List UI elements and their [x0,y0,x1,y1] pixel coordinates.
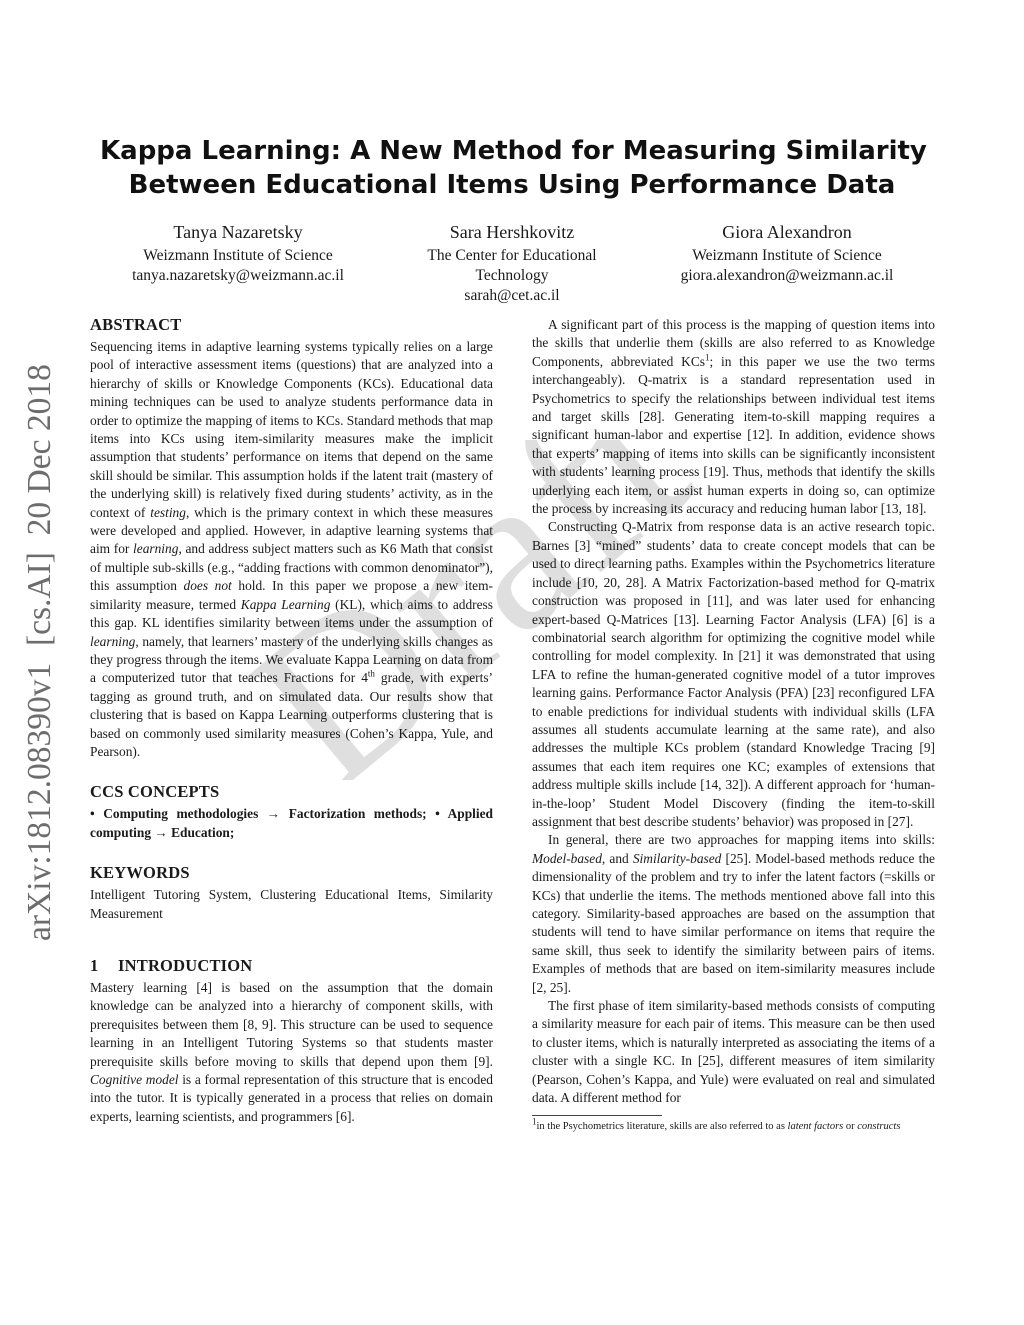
abstract-heading: ABSTRACT [90,315,182,334]
author-email: giora.alexandron@weizmann.ac.il [680,267,894,284]
ccs-concepts-text: • Computing methodologies → Factorization methods; • Applied computing → Education; [90,806,493,840]
author-email: tanya.nazaretsky@weizmann.ac.il [132,267,344,284]
keywords-heading: KEYWORDS [90,863,190,883]
author-affiliation: Weizmann Institute of Science [143,247,333,264]
paper-title [100,134,927,202]
author-name: Sara Hershkovitz [449,222,575,242]
author-affiliation-line-2: Technology [475,267,549,284]
left-column [90,314,493,1126]
right-column [532,316,935,1134]
author-block-3 [637,220,937,286]
footnote-divider [532,1115,662,1116]
footnote-marker: 1 [704,352,710,363]
title-line-1: Kappa Learning: A New Method for Measuring Similarity [100,136,927,166]
author-name: Tanya Nazaretsky [173,222,303,242]
author-email: sarah@cet.ac.il [464,287,560,304]
author-block-2 [362,220,662,306]
footnote: $^1$in the Psychometrics literature, skills are also referred to as latent factors or constructs [532,1116,901,1133]
author-name: Giora Alexandron [722,222,852,242]
arxiv-identifier-stamp [14,355,62,945]
introduction-paragraph: Mastery learning [4] is based on the assumption that the domain knowledge can be analyzed into a hierarchy of component skills, with prerequisites between them [8, 9]. This structure can be used to sequence learning in an Intelligent Tutoring Systems so that students master prerequisite skills before moving to skills that depend upon them [9]. Cognitive model is a formal representation of this structure that is encoded into the tutor. It is typically generated in a process that relies on domain experts, learning scientists, and programmers [6]. [90,979,493,1124]
ccs-concepts-heading: CCS CONCEPTS [90,782,220,802]
body-paragraph: A significant part of this process is the mapping of question items into the skills that underlie them (skills are also referred to as Knowledge Components, abbreviated KCs$^1$; in this paper we use the two terms interchangeably). Q-matrix is a standard representation used in Psychometrics to specify the relationships between individual test items and target skills [28]. Generating item-to-skill mapping requires a significant human-labor and expertise [12]. In addition, evidence shows that experts’ mapping of items into skills can be significantly inconsistent with students’ learning process [19]. Thus, methods that identify the skills underlying each item, or assist human experts in doing so, can optimize the process by increasing its accuracy and reducing human labor [13, 18]. [532,317,935,517]
author-affiliation: The Center for Educational [427,247,597,264]
author-affiliation: Weizmann Institute of Science [692,247,882,264]
section-number: 1 [90,955,99,975]
arxiv-identifier-text: arXiv:1812.08390v1 [cs.AI] 20 Dec 2018 [21,364,58,941]
title-line-2: Between Educational Items Using Performance Data [128,170,896,200]
author-block-1 [88,220,388,286]
body-paragraph: Constructing Q-Matrix from response data is an active research topic. Barnes [3] “mined” students’ data to create concept models that can be used to direct learning paths. Examples within the Psychometrics literature include [10, 20, 28]. A Matrix Factorization-based method for Q-matrix construction was proposed in [11], and was later used for enhancing expert-based Q-Matrices [13]. Learning Factor Analysis (LFA) [6] is a combinatorial search algorithm for optimizing the cognitive model while controlling for model complexity. In [21] it was demonstrated that using LFA to refine the human-generated cognitive model of a tutor improves learning gains. Performance Factor Analysis (PFA) [23] reconfigured LFA to enable predictions for individual students with individual skills (LFA assumes all students accumulate learning at the same rate), and also addresses the multiple KCs problem (standard Knowledge Tracing [9] assumes that each item requires one KC; examples of extensions that address multiple skills include [14, 32]). A different approach for ‘human-in-the-loop’ Student Model Discovery (finding the item-to-skill assignment that best describe students’ behavior) was proposed in [27]. [532,519,935,829]
section-title: INTRODUCTION [118,955,253,975]
keywords-text: Intelligent Tutoring System, Clustering Educational Items, Similarity Measurement [90,887,493,921]
body-paragraph: The first phase of item similarity-based methods consists of computing a similarity measure for each pair of items. This measure can be then used to cluster items, which is naturally interpreted as associating the items of a cluster with a single KC. In [25], different measures of item similarity (Pearson, Cohen’s Kappa, and Yule) were evaluated on real and simulated data. A different method for [532,998,935,1106]
introduction-heading [90,955,493,977]
abstract-text: Sequencing items in adaptive learning systems typically relies on a large pool of interactive assessment items (questions) that are analyzed into a hierarchy of skills or Knowledge Components (KCs). Educational data mining techniques can be used to analyze students performance data in order to optimize the mapping of items to KCs. Standard methods that map items into KCs using item-similarity measures make the implicit assumption that students’ performance on items that depend on the same skill should be similar. This assumption holds if the latent trait (mastery of the underlying skill) is relatively fixed during students’ activity, as in the context of testing, which is the primary context in which these measures were developed and applied. However, in adaptive learning systems that aim for learning, and address subject matters such as K6 Math that consist of multiple sub-skills (e.g., “adding fractions with common denominator”), this assumption does not hold. In this paper we propose a new item-similarity measure, termed Kappa Learning (KL), which aims to address this gap. KL identifies similarity between items under the assumption of learning, namely, that learners’ mastery of the underlying skills changes as they progress through the items. We evaluate Kappa Learning on data from a computerized tutor that teaches Fractions for 4th grade, with experts’ tagging as ground truth, and on simulated data. Our results show that clustering that is based on Kappa Learning outperforms clustering that is based on commonly used similarity measures (Cohen’s Kappa, Yule, and Pearson). [90,339,493,759]
body-paragraph: In general, there are two approaches for mapping items into skills: Model-based, and Similarity-based [25]. Model-based methods reduce the dimensionality of the problem and try to infer the latent factors (=skills or KCs) that underlie the items. The methods mentioned above fall into this category. Similarity-based approaches are based on the assumption that students will tend to have similar performance on items that require the same skill, thus seek to identify the similarity between pairs of items. Examples of methods that are based on item-similarity measures include [2, 25]. [532,832,935,995]
draft-watermark-text: Draft [240,440,700,780]
